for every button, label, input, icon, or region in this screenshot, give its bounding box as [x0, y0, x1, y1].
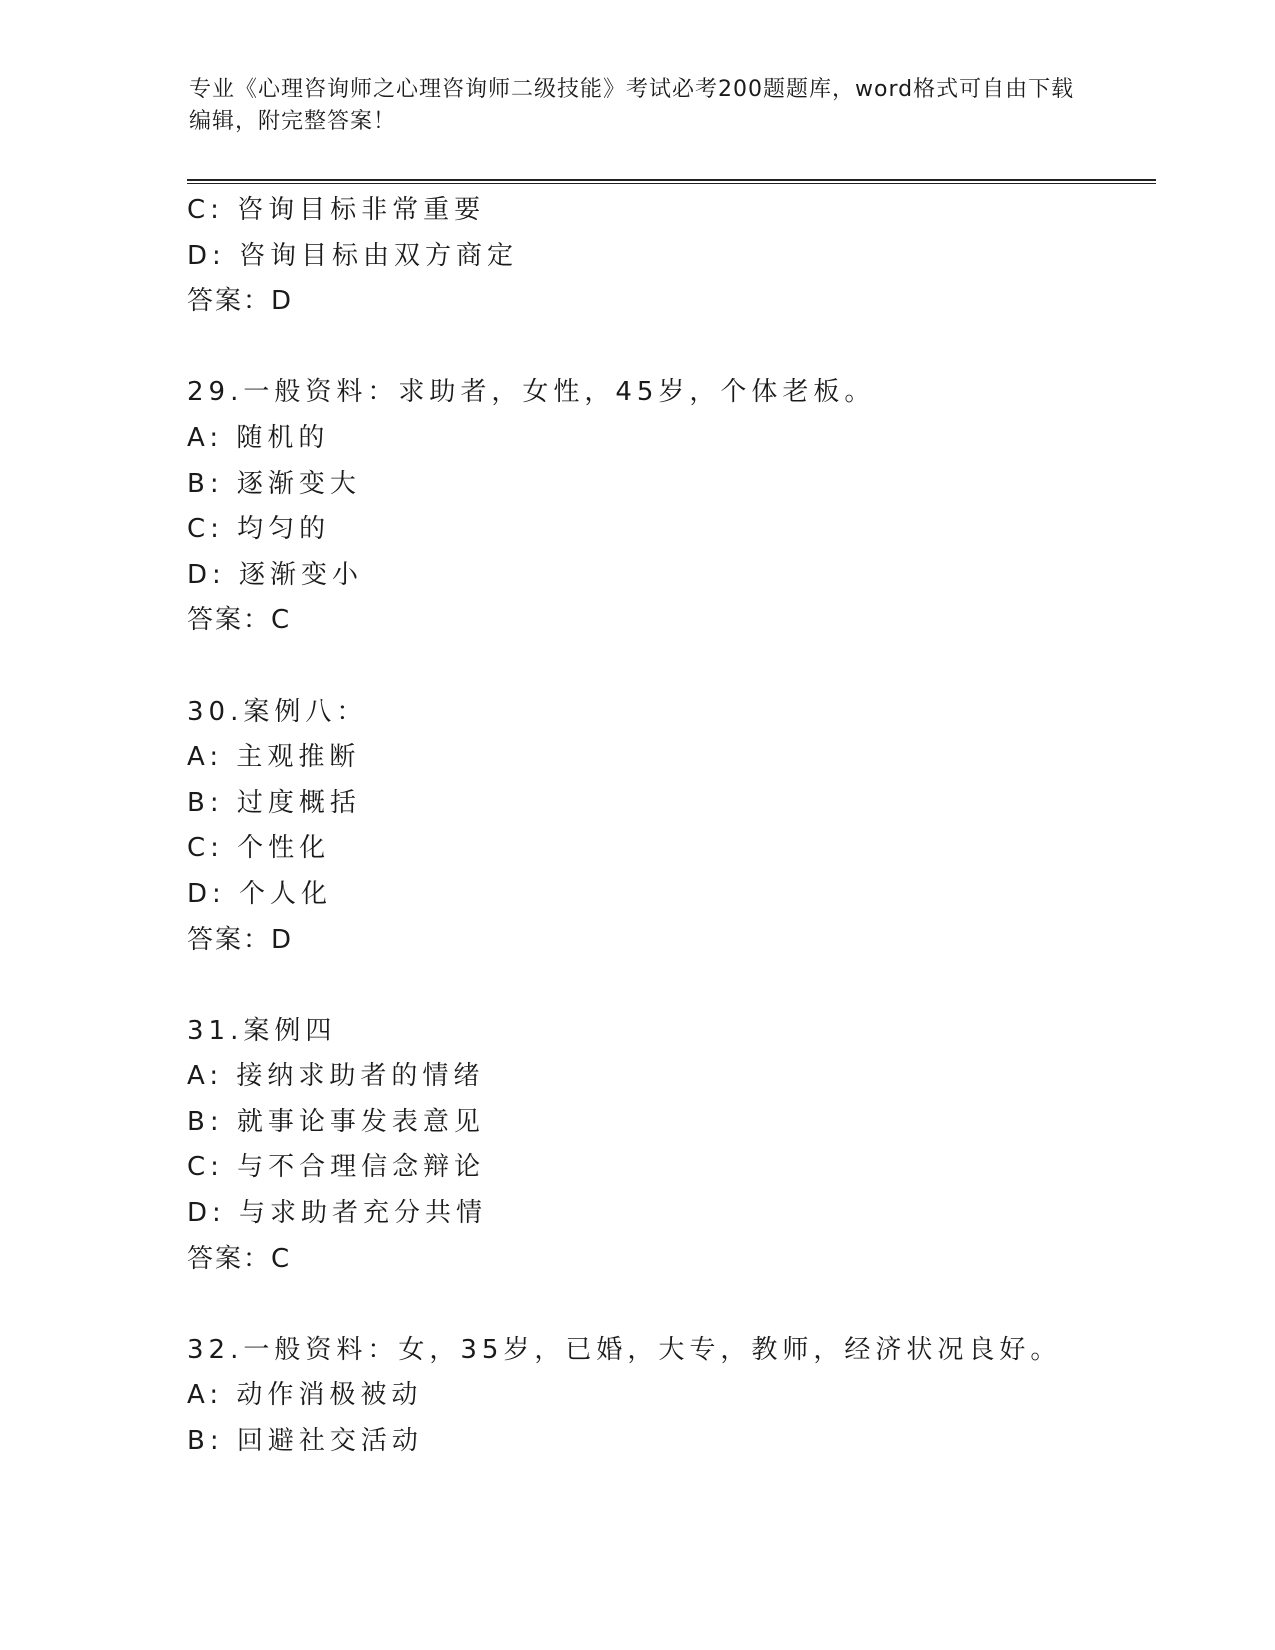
question-block-32 [187, 1328, 1147, 1465]
option-b: B: 回避社交活动 [187, 1426, 423, 1457]
answer-line: 答案：D [187, 924, 294, 955]
question-stem: 32.一般资料：女，35岁，已婚，大专，教师，经济状况良好。 [187, 1334, 1062, 1365]
option-d: D: 逐渐变小 [187, 559, 364, 590]
answer-line: 答案：D [187, 286, 294, 317]
option-b: B: 逐渐变大 [187, 468, 361, 499]
option-a: A: 动作消极被动 [187, 1380, 423, 1411]
option-c: C: 咨询目标非常重要 [187, 195, 486, 225]
option-d: D: 个人化 [187, 878, 333, 909]
question-stem: 29.一般资料：求助者，女性，45岁，个体老板。 [187, 377, 876, 408]
option-b: B: 就事论事发表意见 [187, 1106, 485, 1137]
header-divider-thick [187, 179, 1156, 181]
question-block-31 [187, 1009, 1147, 1283]
option-d: D: 与求助者充分共情 [187, 1198, 488, 1229]
question-block-28 [187, 188, 1147, 325]
option-c: C: 均匀的 [187, 514, 331, 545]
answer-line: 答案：C [187, 1243, 292, 1274]
document-description: 专业《心理咨询师之心理咨询师二级技能》考试必考200题题库，word格式可自由下载编辑，附完整答案！ [189, 77, 1075, 134]
spacer [187, 963, 1147, 1009]
option-c: C: 与不合理信念辩论 [187, 1152, 486, 1183]
question-stem: 30.案例八： [187, 696, 368, 727]
spacer [187, 644, 1147, 690]
option-a: A: 随机的 [187, 422, 330, 453]
option-c: C: 个性化 [187, 833, 331, 864]
question-list [187, 188, 1147, 1465]
option-a: A: 接纳求助者的情绪 [187, 1061, 485, 1092]
answer-line: 答案：C [187, 605, 292, 636]
spacer [187, 325, 1147, 371]
spacer [187, 1282, 1147, 1328]
question-block-30 [187, 690, 1147, 964]
option-a: A: 主观推断 [187, 742, 361, 773]
header-divider-thin [187, 183, 1156, 184]
question-stem: 31.案例四 [187, 1015, 337, 1046]
option-d: D: 咨询目标由双方商定 [187, 240, 519, 271]
option-b: B: 过度概括 [187, 787, 361, 818]
question-block-29 [187, 370, 1147, 644]
